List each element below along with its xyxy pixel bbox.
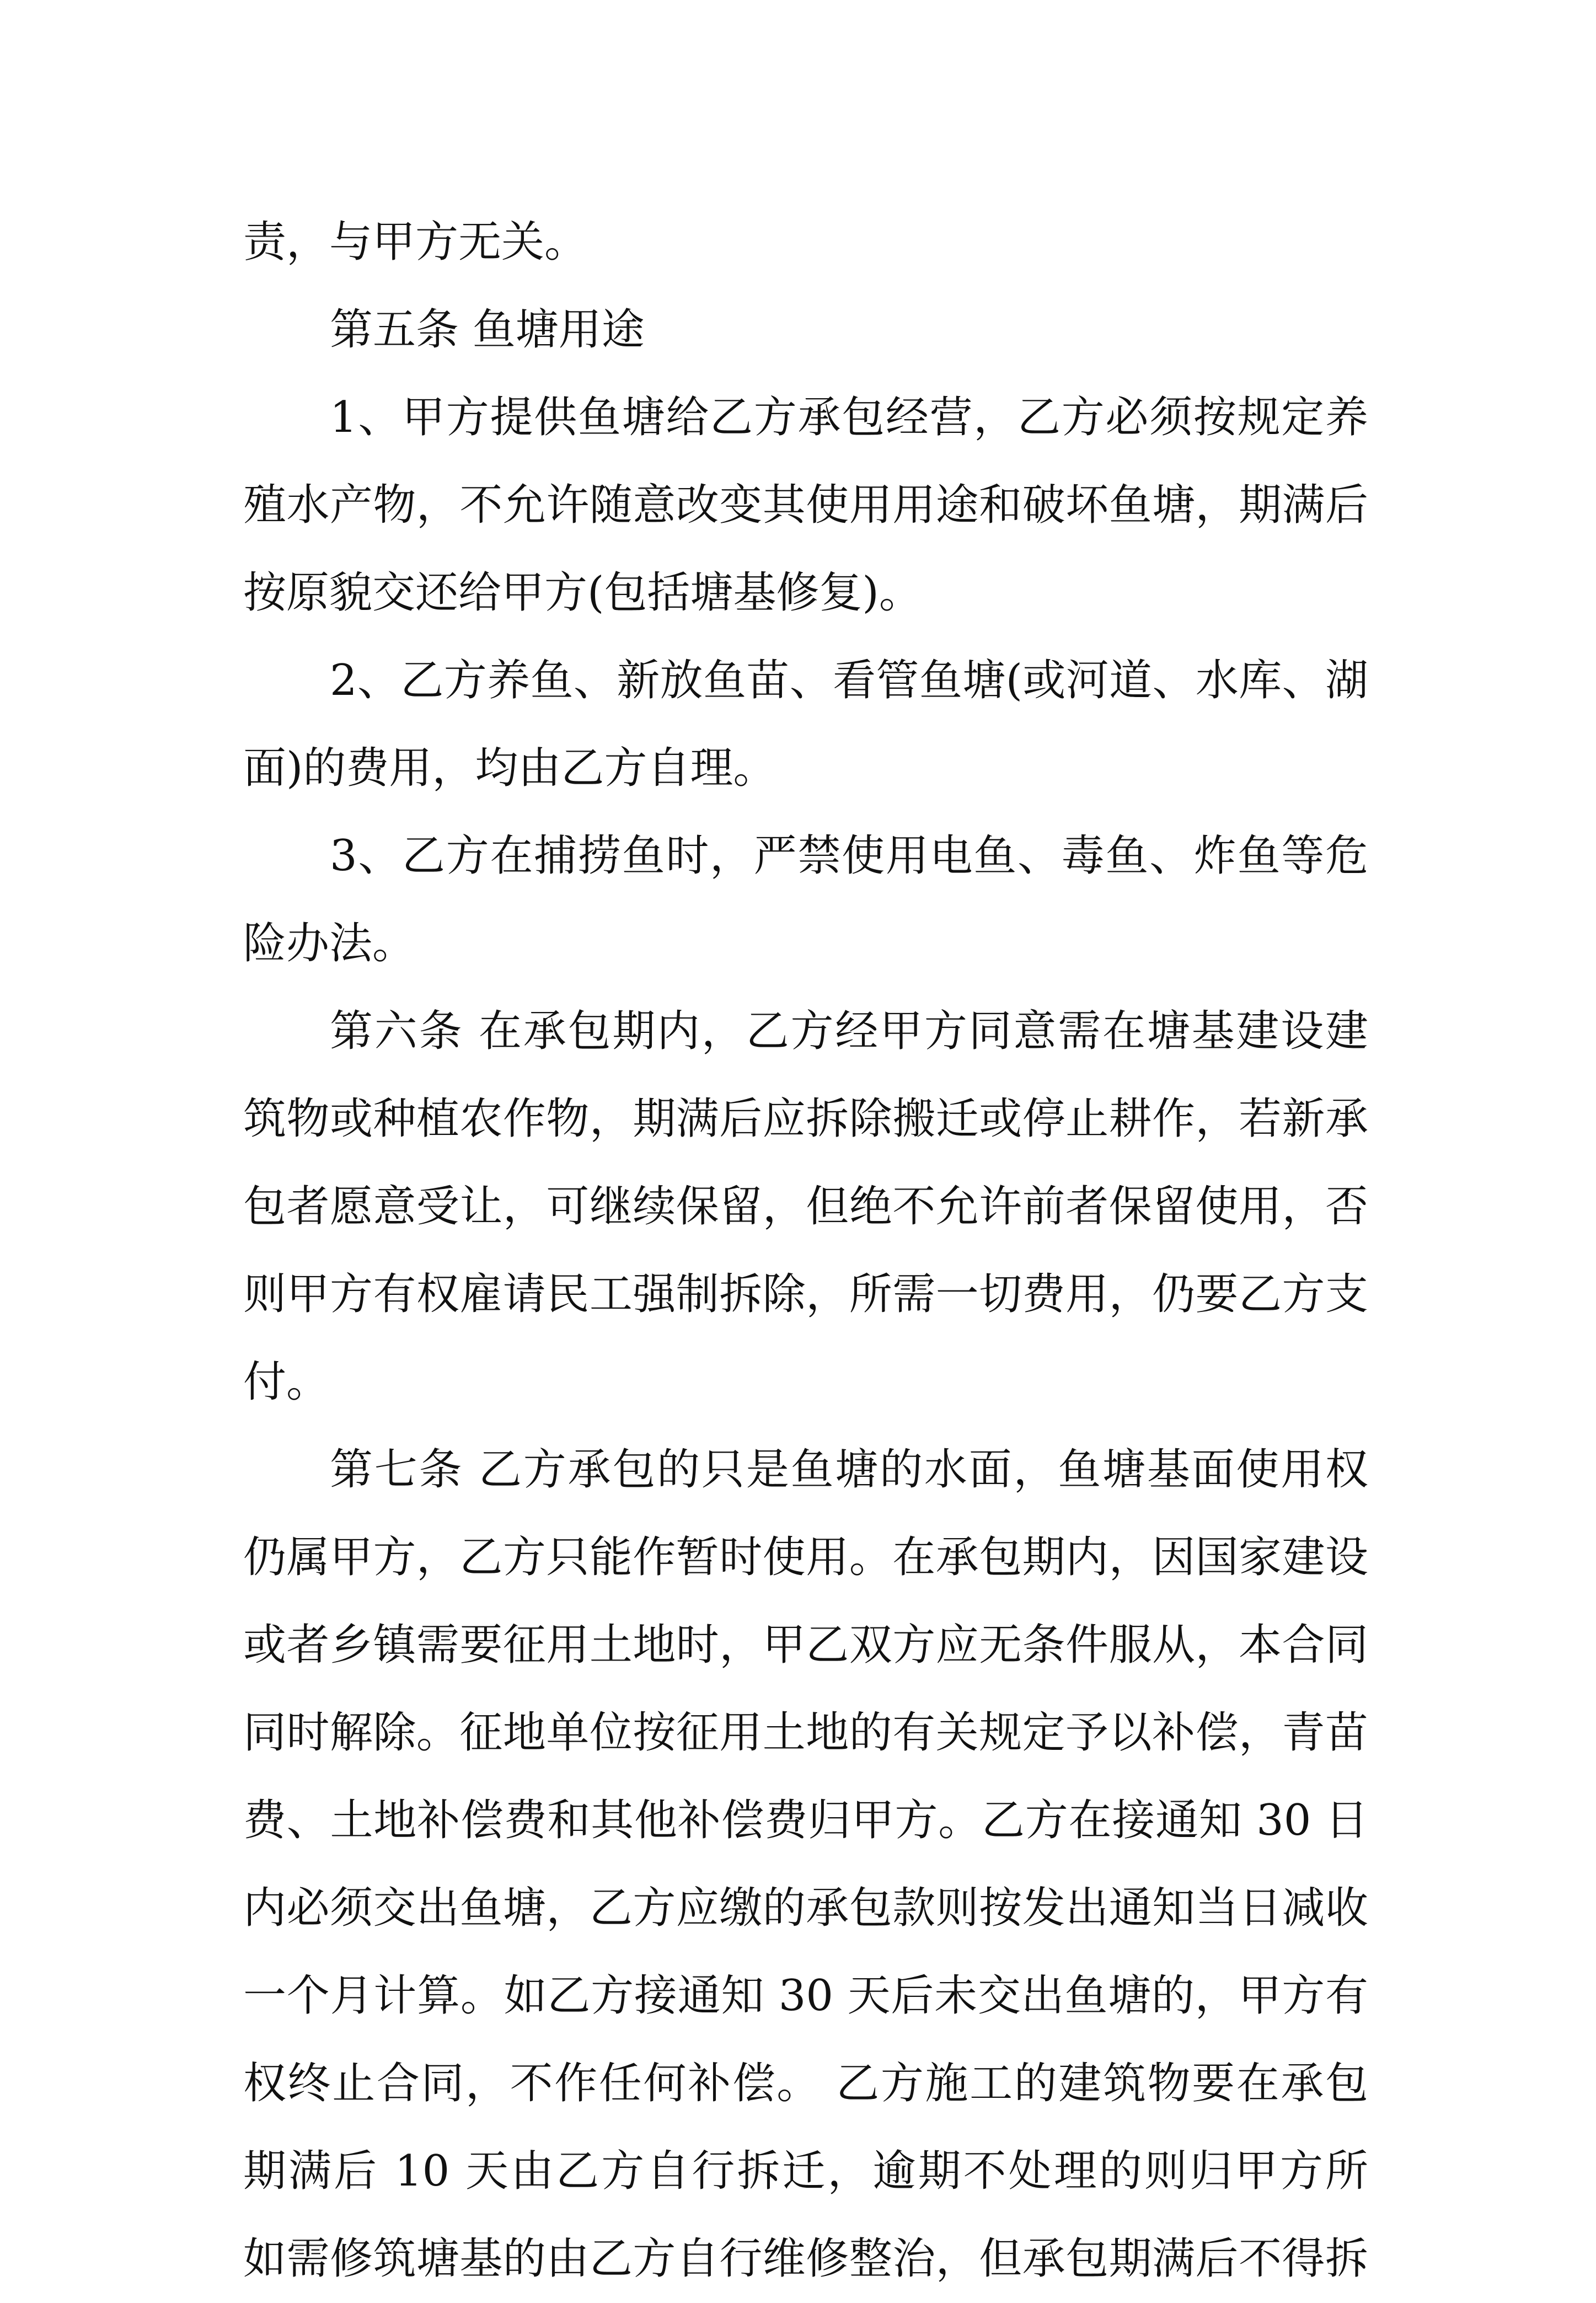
text-line: 内必须交出鱼塘，乙方应缴的承包款则按发出通知当日减收 <box>243 1883 1368 1933</box>
text-line: 如需修筑塘基的由乙方自行维修整治，但承包期满后不得拆 <box>243 2234 1368 2284</box>
text-line: 2、乙方养鱼、新放鱼苗、看管鱼塘(或河道、水库、湖 <box>330 656 1368 705</box>
text-line: 1、甲方提供鱼塘给乙方承包经营，乙方必须按规定养 <box>330 393 1368 442</box>
text-line: 责，与甲方无关。 <box>243 217 588 267</box>
text-line: 权终止合同，不作任何补偿。 乙方施工的建筑物要在承包 <box>243 2059 1368 2108</box>
text-line: 殖水产物，不允许随意改变其使用用途和破坏鱼塘，期满后 <box>243 480 1368 530</box>
text-line: 第七条 乙方承包的只是鱼塘的水面，鱼塘基面使用权 <box>330 1445 1368 1495</box>
text-line: 仍属甲方，乙方只能作暂时使用。在承包期内，因国家建设 <box>243 1533 1368 1582</box>
text-line: 第六条 在承包期内，乙方经甲方同意需在塘基建设建 <box>330 1006 1368 1056</box>
text-line: 按原貌交还给甲方(包括塘基修复)。 <box>243 568 922 618</box>
text-line: 包者愿意受让，可继续保留，但绝不允许前者保留使用，否 <box>243 1182 1368 1231</box>
text-line: 筑物或种植农作物，期满后应拆除搬迁或停止耕作，若新承 <box>243 1094 1368 1144</box>
text-line: 同时解除。征地单位按征用土地的有关规定予以补偿，青苗 <box>243 1708 1368 1758</box>
text-line: 期满后 10 天由乙方自行拆迁，逾期不处理的则归甲方所 <box>243 2146 1368 2196</box>
text-line: 付。 <box>243 1357 330 1407</box>
text-line: 3、乙方在捕捞鱼时，严禁使用电鱼、毒鱼、炸鱼等危 <box>330 831 1368 881</box>
text-line: 险办法。 <box>243 919 416 968</box>
text-line: 面)的费用，均由乙方自理。 <box>243 743 776 793</box>
text-line: 费、土地补偿费和其他补偿费归甲方。乙方在接通知 30 日 <box>243 1796 1368 1845</box>
document-body <box>243 199 1368 2303</box>
section-heading: 第五条 鱼塘用途 <box>330 305 645 355</box>
text-line: 一个月计算。如乙方接通知 30 天后未交出鱼塘的，甲方有 <box>243 1971 1368 2021</box>
text-line: 或者乡镇需要征用土地时，甲乙双方应无条件服从，本合同 <box>243 1620 1368 1670</box>
text-line: 则甲方有权雇请民工强制拆除，所需一切费用，仍要乙方支 <box>243 1270 1368 1319</box>
